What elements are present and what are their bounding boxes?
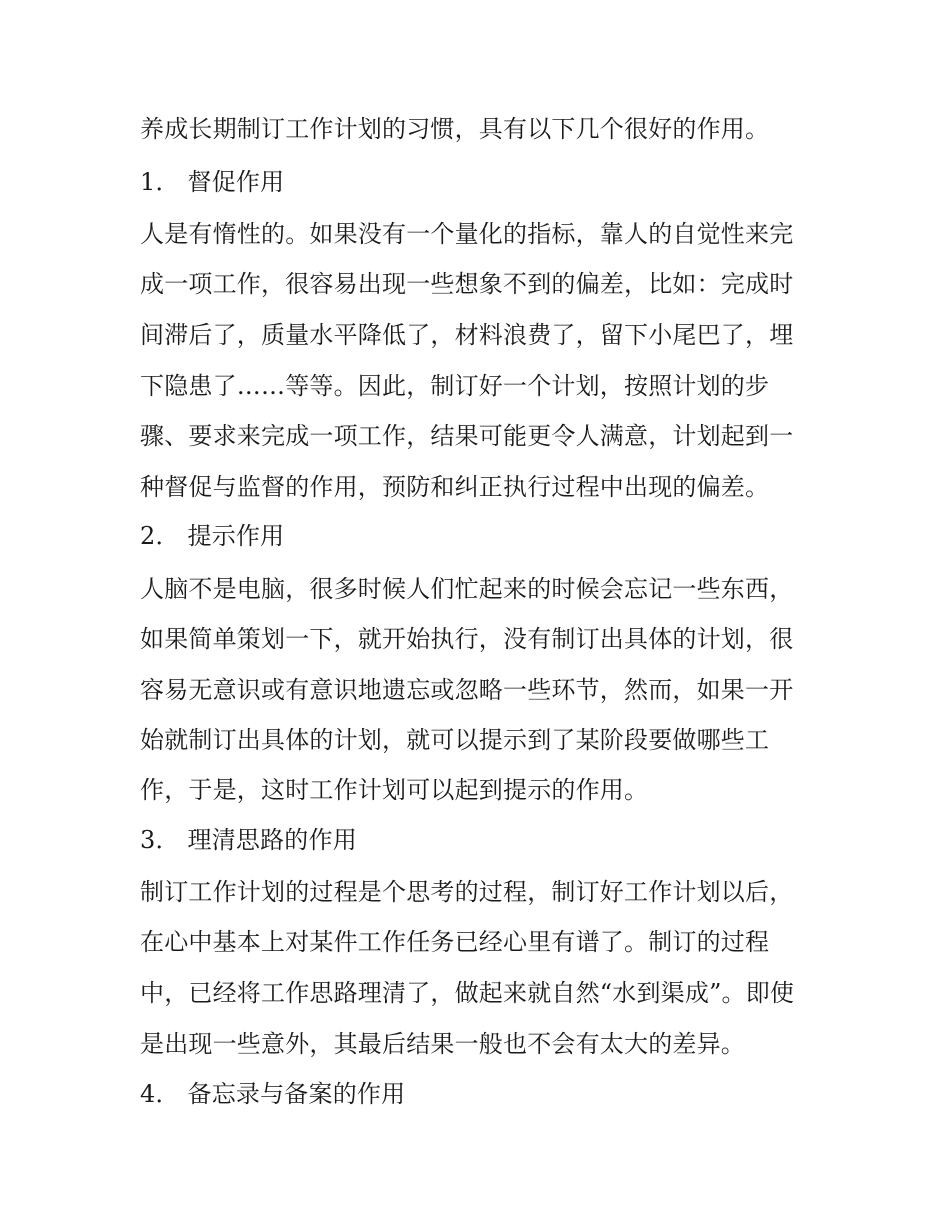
section-1-line: 间滞后了，质量水平降低了，材料浪费了，留下小尾巴了，埋	[140, 321, 794, 349]
section-2-line: 人脑不是电脑，很多时候人们忙起来的时候会忘记一些东西，	[140, 575, 794, 603]
section-2-line: 容易无意识或有意识地遗忘或忽略一些环节，然而，如果一开	[140, 676, 794, 704]
section-2-line: 作，于是，这时工作计划可以起到提示的作用。	[140, 776, 649, 804]
section-3-heading: 3． 理清思路的作用	[140, 826, 357, 854]
section-3-line: 是出现一些意外，其最后结果一般也不会有太大的差异。	[140, 1030, 745, 1058]
section-3-line: 中，已经将工作思路理清了，做起来就自然“水到渠成”。即使	[140, 979, 795, 1007]
section-1-line: 人是有惰性的。如果没有一个量化的指标，靠人的自觉性来完	[140, 220, 794, 248]
section-1-line: 骤、要求来完成一项工作，结果可能更令人满意，计划起到一	[140, 422, 794, 450]
section-1-line: 成一项工作，很容易出现一些想象不到的偏差，比如：完成时	[140, 270, 794, 298]
section-1-line: 种督促与监督的作用，预防和纠正执行过程中出现的偏差。	[140, 473, 770, 501]
section-4-heading: 4． 备忘录与备案的作用	[140, 1080, 406, 1108]
section-1-line: 下隐患了……等等。因此，制订好一个计划，按照计划的步	[140, 372, 770, 400]
section-1-heading: 1． 督促作用	[140, 168, 285, 196]
section-2-line: 始就制订出具体的计划，就可以提示到了某阶段要做哪些工	[140, 726, 770, 754]
intro-paragraph: 养成长期制订工作计划的习惯，具有以下几个很好的作用。	[140, 115, 770, 143]
section-3-line: 制订工作计划的过程是个思考的过程，制订好工作计划以后，	[140, 878, 794, 906]
section-2-heading: 2． 提示作用	[140, 522, 285, 550]
section-2-line: 如果简单策划一下，就开始执行，没有制订出具体的计划，很	[140, 625, 794, 653]
section-3-line: 在心中基本上对某件工作任务已经心里有谱了。制订的过程	[140, 928, 770, 956]
